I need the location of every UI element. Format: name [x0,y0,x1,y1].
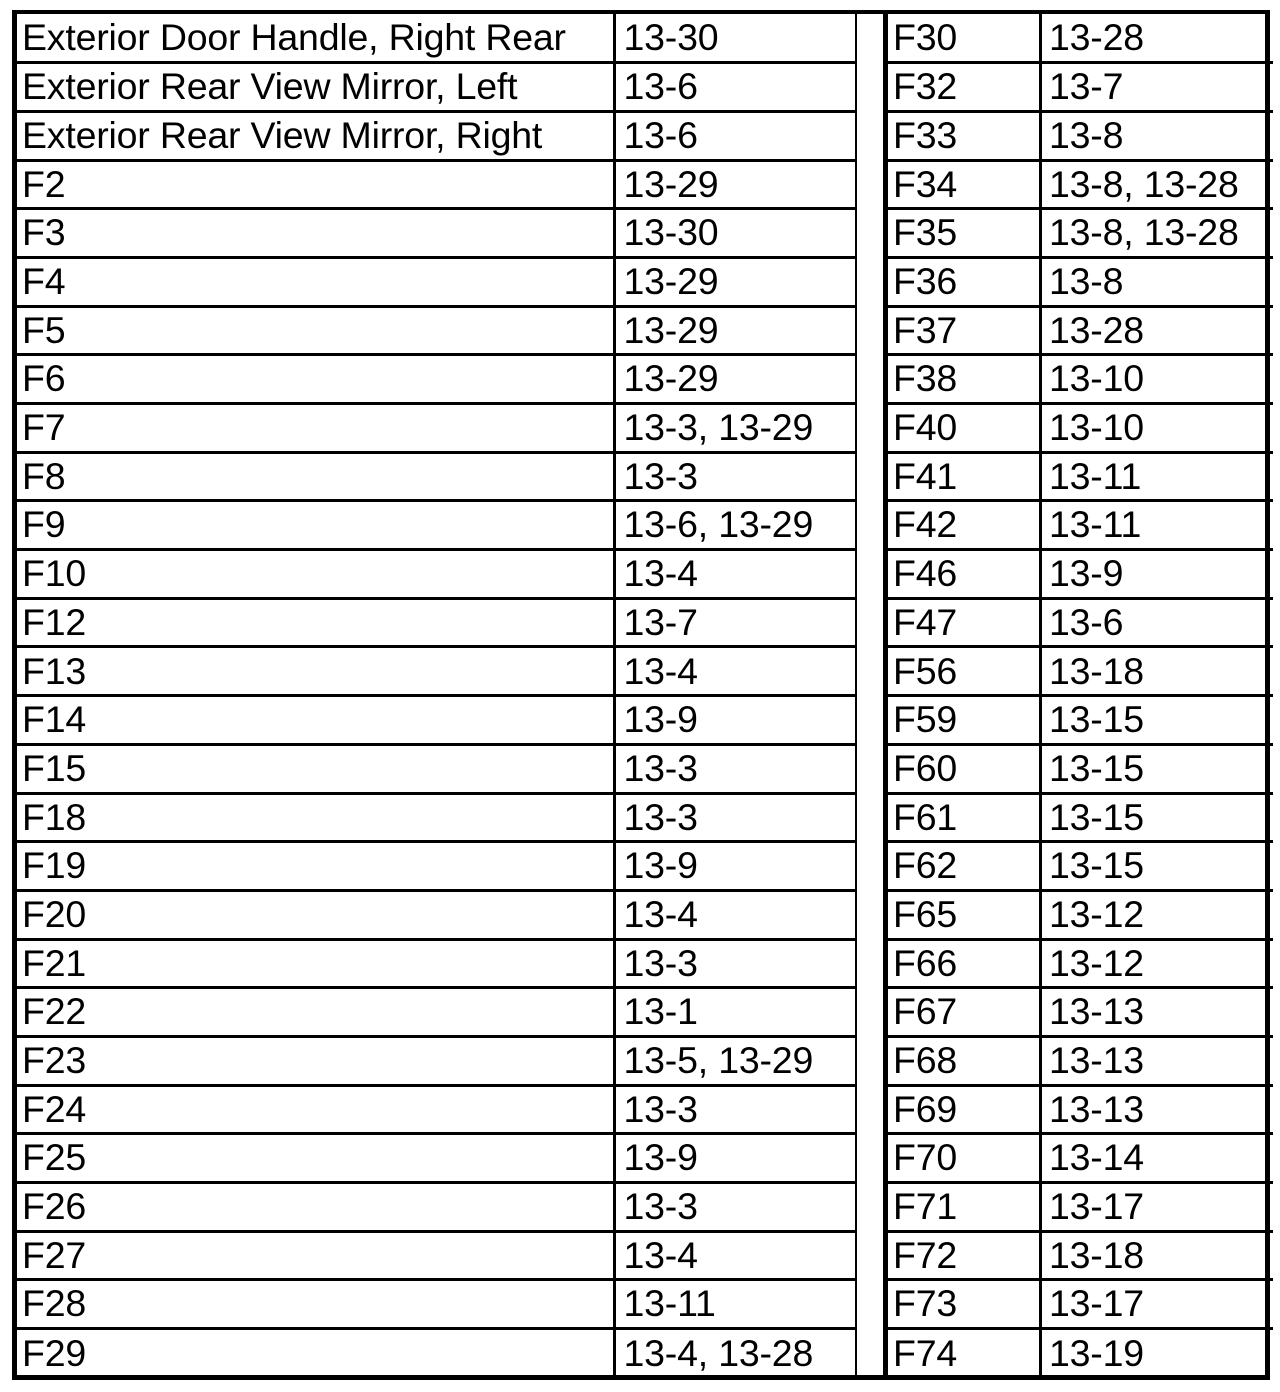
component-name: F24 [17,1085,614,1134]
index-row [17,209,857,258]
component-name: F68 [886,1036,1041,1085]
index-row [886,696,1273,745]
page-references: 13-10 [1041,355,1273,404]
page-references: 13-9 [614,842,857,891]
component-name: F26 [17,1183,614,1232]
component-name: F27 [17,1231,614,1280]
component-name: F3 [17,209,614,258]
page-references: 13-6 [614,111,857,160]
page-references: 13-15 [1041,793,1273,842]
page-references: 13-9 [1041,550,1273,599]
index-row [17,1036,857,1085]
right-index-body [886,14,1273,1377]
page-references: 13-9 [614,696,857,745]
index-row [886,842,1273,891]
page-references: 13-5, 13-29 [614,1036,857,1085]
component-name: F4 [17,257,614,306]
index-row [17,744,857,793]
component-name: F9 [17,501,614,550]
index-row [886,404,1273,453]
index-row [17,404,857,453]
left-index-table [17,14,860,1377]
index-row [17,890,857,939]
component-name: F38 [886,355,1041,404]
index-row [17,355,857,404]
left-index-body [17,14,857,1377]
component-name: F66 [886,939,1041,988]
component-name: F14 [17,696,614,745]
page-references: 13-6 [614,63,857,112]
page-references: 13-15 [1041,842,1273,891]
index-row [886,452,1273,501]
component-name: Exterior Rear View Mirror, Right [17,111,614,160]
page-references: 13-8 [1041,257,1273,306]
index-row [17,1134,857,1183]
page-references: 13-7 [614,598,857,647]
page-references: 13-11 [614,1280,857,1329]
component-name: F65 [886,890,1041,939]
index-row [17,63,857,112]
index-row [886,1085,1273,1134]
component-name: F28 [17,1280,614,1329]
page-references: 13-6, 13-29 [614,501,857,550]
index-row [886,1280,1273,1329]
component-name: F69 [886,1085,1041,1134]
page-references: 13-7 [1041,63,1273,112]
component-name: F21 [17,939,614,988]
column-gutter [857,14,883,1375]
page-references: 13-15 [1041,696,1273,745]
component-name: F33 [886,111,1041,160]
component-name: F8 [17,452,614,501]
index-row [886,160,1273,209]
page-references: 13-10 [1041,404,1273,453]
index-row [886,647,1273,696]
page-references: 13-3 [614,452,857,501]
page-references: 13-9 [614,1134,857,1183]
index-row [886,14,1273,63]
index-row [17,793,857,842]
page-references: 13-28 [1041,306,1273,355]
index-row [17,452,857,501]
index-row [886,988,1273,1037]
component-name: F29 [17,1329,614,1378]
page-references: 13-1 [614,988,857,1037]
component-name: Exterior Rear View Mirror, Left [17,63,614,112]
page-references: 13-3, 13-29 [614,404,857,453]
index-row [886,355,1273,404]
page-references: 13-17 [1041,1280,1273,1329]
page-references: 13-3 [614,1085,857,1134]
index-row [886,1329,1273,1378]
page-references: 13-13 [1041,988,1273,1037]
index-row [17,647,857,696]
component-name: Exterior Door Handle, Right Rear [17,14,614,63]
component-name: F30 [886,14,1041,63]
index-row [17,111,857,160]
page-references: 13-18 [1041,1231,1273,1280]
component-name: F41 [886,452,1041,501]
page-references: 13-18 [1041,647,1273,696]
page-references: 13-11 [1041,501,1273,550]
component-name: F13 [17,647,614,696]
index-row [17,1280,857,1329]
page-references: 13-15 [1041,744,1273,793]
component-name: F32 [886,63,1041,112]
component-name: F42 [886,501,1041,550]
page-references: 13-13 [1041,1036,1273,1085]
index-row [17,1085,857,1134]
component-name: F5 [17,306,614,355]
index-row [886,501,1273,550]
index-row [17,306,857,355]
component-name: F12 [17,598,614,647]
page-references: 13-11 [1041,452,1273,501]
component-name: F23 [17,1036,614,1085]
page-references: 13-4, 13-28 [614,1329,857,1378]
index-row [17,598,857,647]
index-row [886,939,1273,988]
page-references: 13-17 [1041,1183,1273,1232]
component-name: F6 [17,355,614,404]
index-row [886,1231,1273,1280]
component-name: F37 [886,306,1041,355]
index-row [886,890,1273,939]
component-name: F72 [886,1231,1041,1280]
index-row [886,793,1273,842]
page-references: 13-30 [614,14,857,63]
index-row [886,209,1273,258]
index-row [886,1134,1273,1183]
component-name: F71 [886,1183,1041,1232]
component-name: F67 [886,988,1041,1037]
component-name: F35 [886,209,1041,258]
page-references: 13-19 [1041,1329,1273,1378]
component-name: F20 [17,890,614,939]
page-references: 13-14 [1041,1134,1273,1183]
index-row [886,744,1273,793]
component-name: F2 [17,160,614,209]
index-row [17,988,857,1037]
component-name: F34 [886,160,1041,209]
component-name: F10 [17,550,614,599]
index-row [17,1329,857,1378]
index-row [886,1183,1273,1232]
page-references: 13-29 [614,160,857,209]
component-name: F22 [17,988,614,1037]
page-references: 13-8 [1041,111,1273,160]
page-references: 13-8, 13-28 [1041,160,1273,209]
page-references: 13-3 [614,744,857,793]
component-name: F62 [886,842,1041,891]
page-references: 13-4 [614,647,857,696]
component-name: F73 [886,1280,1041,1329]
index-row [17,550,857,599]
index-row [17,939,857,988]
component-name: F59 [886,696,1041,745]
page-references: 13-29 [614,257,857,306]
index-row [17,14,857,63]
index-row [17,501,857,550]
component-name: F47 [886,598,1041,647]
index-row [17,1183,857,1232]
index-row [886,257,1273,306]
page-references: 13-12 [1041,890,1273,939]
index-row [17,696,857,745]
index-row [17,160,857,209]
component-name: F56 [886,647,1041,696]
page-references: 13-29 [614,306,857,355]
index-row [17,257,857,306]
component-name: F60 [886,744,1041,793]
index-row [886,306,1273,355]
component-name: F46 [886,550,1041,599]
component-name: F36 [886,257,1041,306]
component-name: F18 [17,793,614,842]
index-row [17,842,857,891]
page-references: 13-8, 13-28 [1041,209,1273,258]
page-references: 13-29 [614,355,857,404]
page-references: 13-4 [614,1231,857,1280]
component-name: F25 [17,1134,614,1183]
page-references: 13-13 [1041,1085,1273,1134]
component-name: F70 [886,1134,1041,1183]
index-row [886,598,1273,647]
index-row [886,111,1273,160]
index-table-frame [12,10,1270,1380]
index-row [17,1231,857,1280]
index-row [886,550,1273,599]
component-name: F19 [17,842,614,891]
component-name: F61 [886,793,1041,842]
page-references: 13-4 [614,890,857,939]
page-references: 13-3 [614,1183,857,1232]
page-references: 13-12 [1041,939,1273,988]
page-references: 13-28 [1041,14,1273,63]
component-name: F7 [17,404,614,453]
page-references: 13-6 [1041,598,1273,647]
component-name: F15 [17,744,614,793]
index-row [886,63,1273,112]
page-references: 13-3 [614,793,857,842]
component-name: F40 [886,404,1041,453]
page-references: 13-4 [614,550,857,599]
page-references: 13-30 [614,209,857,258]
index-row [886,1036,1273,1085]
page-references: 13-3 [614,939,857,988]
right-index-table [883,14,1273,1377]
component-name: F74 [886,1329,1041,1378]
